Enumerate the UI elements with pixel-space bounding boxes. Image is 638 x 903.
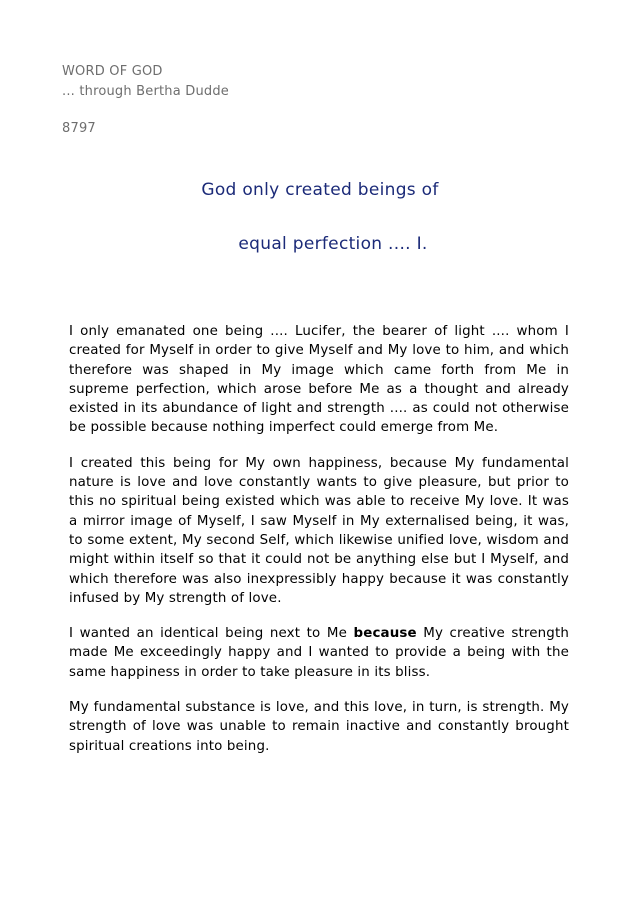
body-text: [69, 322, 569, 772]
paragraph-1: I only emanated one being .... Lucifer, the bearer of light .... whom I created for Myself in order to give Myself and My love to him, and which therefore was shaped in My image which came forth from Me in supreme perfection, which arose before Me as a thought and already existed in its abundance of light and strength .... as could not otherwise be possible because nothing imperfect could emerge from Me.: [69, 324, 569, 436]
title-line-2: [0, 234, 638, 254]
paragraph-3-start: I wanted an identical being next to Me: [69, 626, 354, 642]
paragraph-3: [69, 624, 569, 682]
title-line-2-text: equal perfection .... I.: [238, 234, 428, 254]
author-line: ... through Bertha Dudde: [62, 84, 229, 99]
title-line-1-text: God only created beings of: [201, 180, 439, 200]
message-number: 8797: [62, 121, 96, 136]
paragraph-3-emphasis: because: [353, 626, 417, 642]
paragraph-3-end: My creative strength made Me exceedingly happy and I wanted to provide a being with the same happiness in order to take pleasure in its bliss.: [69, 626, 569, 680]
document-header: [62, 62, 229, 139]
paragraph-2: I created this being for My own happiness, because My fundamental nature is love and love constantly wants to give pleasure, but prior to this no spiritual being existed which was able to receive My love. It was a mirror image of Myself, I saw Myself in My externalised being, it was, to some extent, My second Self, which likewise unified love, wisdom and might within itself so that it could not be anything else but I Myself, and which therefore was also inexpressibly happy because it was constantly infused by My strength of love.: [69, 455, 569, 606]
paragraph-4: My fundamental substance is love, and this love, in turn, is strength. My strength of love was unable to remain inactive and constantly brought spiritual creations into being.: [69, 700, 569, 754]
title-line-1: [0, 180, 638, 200]
source-label: WORD OF GOD: [62, 64, 163, 79]
